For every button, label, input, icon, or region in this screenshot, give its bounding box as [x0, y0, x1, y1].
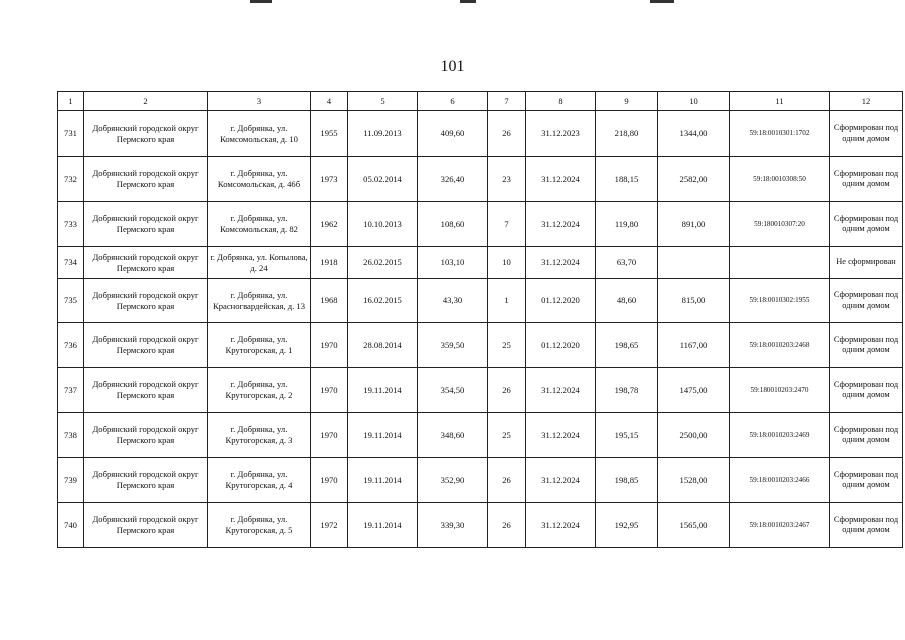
table-body	[58, 111, 903, 548]
cell-col-5: 19.11.2014	[348, 458, 418, 503]
cell-col-1: 733	[58, 202, 84, 247]
cell-col-2: Добрянский городской округ Пермского края	[84, 111, 208, 157]
table-row	[58, 111, 903, 157]
cell-col-8: 01.12.2020	[526, 323, 596, 368]
cell-col-3: г. Добрянка, ул. Крутогорская, д. 2	[208, 368, 311, 413]
scan-mark-right	[650, 0, 674, 3]
cell-col-6: 103,10	[418, 247, 488, 279]
cell-col-7: 25	[488, 413, 526, 458]
cell-col-12: Сформирован под одним домом	[830, 368, 903, 413]
cell-col-2: Добрянский городской округ Пермского края	[84, 503, 208, 548]
cell-col-3: г. Добрянка, ул. Крутогорская, д. 4	[208, 458, 311, 503]
cell-col-5: 28.08.2014	[348, 323, 418, 368]
table-row	[58, 323, 903, 368]
cell-col-4: 1962	[311, 202, 348, 247]
cell-col-4: 1968	[311, 279, 348, 323]
cell-col-10: 1167,00	[658, 323, 730, 368]
cell-col-9: 195,15	[596, 413, 658, 458]
cell-col-2: Добрянский городской округ Пермского края	[84, 157, 208, 202]
cell-col-10	[658, 247, 730, 279]
cell-col-4: 1918	[311, 247, 348, 279]
cell-col-8: 31.12.2024	[526, 458, 596, 503]
cell-col-9: 119,80	[596, 202, 658, 247]
cell-col-6: 108,60	[418, 202, 488, 247]
cell-col-9: 198,85	[596, 458, 658, 503]
cell-col-7: 23	[488, 157, 526, 202]
cell-col-1: 731	[58, 111, 84, 157]
cell-col-7: 26	[488, 368, 526, 413]
cell-col-3: г. Добрянка, ул. Крутогорская, д. 5	[208, 503, 311, 548]
cell-col-3: г. Добрянка, ул. Копылова, д. 24	[208, 247, 311, 279]
column-header-1: 1	[58, 92, 84, 111]
cell-col-2: Добрянский городской округ Пермского края	[84, 247, 208, 279]
column-header-9: 9	[596, 92, 658, 111]
column-header-2: 2	[84, 92, 208, 111]
table-row	[58, 503, 903, 548]
table-row	[58, 157, 903, 202]
column-header-7: 7	[488, 92, 526, 111]
cell-col-10: 1344,00	[658, 111, 730, 157]
cell-col-8: 31.12.2024	[526, 368, 596, 413]
cell-col-1: 734	[58, 247, 84, 279]
cell-col-7: 26	[488, 503, 526, 548]
cell-col-9: 198,78	[596, 368, 658, 413]
cell-col-11: 59:180010203:2470	[730, 368, 830, 413]
table-row	[58, 279, 903, 323]
cell-col-5: 10.10.2013	[348, 202, 418, 247]
cell-col-9: 48,60	[596, 279, 658, 323]
cell-col-3: г. Добрянка, ул. Комсомольская, д. 10	[208, 111, 311, 157]
cell-col-1: 740	[58, 503, 84, 548]
cell-col-6: 359,50	[418, 323, 488, 368]
cell-col-7: 7	[488, 202, 526, 247]
cell-col-7: 26	[488, 111, 526, 157]
cell-col-6: 339,30	[418, 503, 488, 548]
cell-col-4: 1970	[311, 413, 348, 458]
cell-col-11: 59:18:0010203:2466	[730, 458, 830, 503]
cell-col-10: 1565,00	[658, 503, 730, 548]
cell-col-10: 2500,00	[658, 413, 730, 458]
column-header-3: 3	[208, 92, 311, 111]
cell-col-8: 31.12.2024	[526, 202, 596, 247]
cell-col-10: 815,00	[658, 279, 730, 323]
cell-col-8: 31.12.2024	[526, 157, 596, 202]
cell-col-11: 59:18:0010203:2469	[730, 413, 830, 458]
cell-col-7: 25	[488, 323, 526, 368]
cell-col-11: 59:18:0010308:50	[730, 157, 830, 202]
column-header-10: 10	[658, 92, 730, 111]
cell-col-11: 59:18:0010302:1955	[730, 279, 830, 323]
cell-col-4: 1955	[311, 111, 348, 157]
cell-col-8: 31.12.2024	[526, 247, 596, 279]
cell-col-5: 19.11.2014	[348, 368, 418, 413]
cell-col-6: 352,90	[418, 458, 488, 503]
page-number: 101	[440, 58, 465, 75]
scan-mark-center	[460, 0, 476, 3]
cell-col-8: 31.12.2024	[526, 413, 596, 458]
cell-col-12: Сформирован под одним домом	[830, 413, 903, 458]
column-header-5: 5	[348, 92, 418, 111]
column-header-6: 6	[418, 92, 488, 111]
cell-col-9: 198,65	[596, 323, 658, 368]
cell-col-5: 11.09.2013	[348, 111, 418, 157]
cell-col-4: 1972	[311, 503, 348, 548]
cell-col-12: Сформирован под одним домом	[830, 503, 903, 548]
cell-col-12: Сформирован под одним домом	[830, 279, 903, 323]
cell-col-7: 1	[488, 279, 526, 323]
scan-mark-left	[250, 0, 272, 3]
cell-col-3: г. Добрянка, ул. Комсомольская, д. 46б	[208, 157, 311, 202]
column-header-12: 12	[830, 92, 903, 111]
cell-col-6: 43,30	[418, 279, 488, 323]
register-table	[57, 91, 903, 548]
cell-col-2: Добрянский городской округ Пермского края	[84, 202, 208, 247]
cell-col-1: 736	[58, 323, 84, 368]
cell-col-11: 59:180010307:20	[730, 202, 830, 247]
cell-col-6: 348,60	[418, 413, 488, 458]
cell-col-10: 1528,00	[658, 458, 730, 503]
cell-col-2: Добрянский городской округ Пермского края	[84, 458, 208, 503]
column-header-11: 11	[730, 92, 830, 111]
cell-col-4: 1970	[311, 458, 348, 503]
cell-col-8: 31.12.2024	[526, 503, 596, 548]
cell-col-1: 735	[58, 279, 84, 323]
cell-col-12: Сформирован под одним домом	[830, 458, 903, 503]
table-row	[58, 247, 903, 279]
table-row	[58, 458, 903, 503]
cell-col-4: 1970	[311, 368, 348, 413]
cell-col-9: 218,80	[596, 111, 658, 157]
cell-col-9: 192,95	[596, 503, 658, 548]
cell-col-3: г. Добрянка, ул. Крутогорская, д. 3	[208, 413, 311, 458]
cell-col-10: 1475,00	[658, 368, 730, 413]
cell-col-5: 19.11.2014	[348, 413, 418, 458]
cell-col-10: 2582,00	[658, 157, 730, 202]
cell-col-1: 737	[58, 368, 84, 413]
cell-col-5: 05.02.2014	[348, 157, 418, 202]
cell-col-2: Добрянский городской округ Пермского края	[84, 279, 208, 323]
cell-col-6: 354,50	[418, 368, 488, 413]
cell-col-12: Не сформирован	[830, 247, 903, 279]
cell-col-10: 891,00	[658, 202, 730, 247]
cell-col-5: 26.02.2015	[348, 247, 418, 279]
cell-col-8: 31.12.2023	[526, 111, 596, 157]
cell-col-3: г. Добрянка, ул. Комсомольская, д. 82	[208, 202, 311, 247]
cell-col-8: 01.12.2020	[526, 279, 596, 323]
cell-col-1: 732	[58, 157, 84, 202]
cell-col-6: 409,60	[418, 111, 488, 157]
cell-col-3: г. Добрянка, ул. Крутогорская, д. 1	[208, 323, 311, 368]
cell-col-12: Сформирован под одним домом	[830, 323, 903, 368]
cell-col-11: 59:18:0010203:2467	[730, 503, 830, 548]
cell-col-11	[730, 247, 830, 279]
cell-col-11: 59:18:0010203:2468	[730, 323, 830, 368]
cell-col-5: 16.02.2015	[348, 279, 418, 323]
cell-col-7: 10	[488, 247, 526, 279]
cell-col-12: Сформирован под одним домом	[830, 157, 903, 202]
cell-col-2: Добрянский городской округ Пермского края	[84, 368, 208, 413]
table-row	[58, 413, 903, 458]
cell-col-6: 326,40	[418, 157, 488, 202]
table-row	[58, 202, 903, 247]
cell-col-11: 59:18:0010301:1702	[730, 111, 830, 157]
cell-col-5: 19.11.2014	[348, 503, 418, 548]
table-row	[58, 368, 903, 413]
cell-col-2: Добрянский городской округ Пермского края	[84, 413, 208, 458]
cell-col-12: Сформирован под одним домом	[830, 202, 903, 247]
cell-col-4: 1973	[311, 157, 348, 202]
column-header-4: 4	[311, 92, 348, 111]
cell-col-4: 1970	[311, 323, 348, 368]
cell-col-2: Добрянский городской округ Пермского края	[84, 323, 208, 368]
cell-col-9: 63,70	[596, 247, 658, 279]
header-row	[58, 92, 903, 111]
cell-col-3: г. Добрянка, ул. Красногвардейская, д. 13	[208, 279, 311, 323]
column-header-8: 8	[526, 92, 596, 111]
cell-col-1: 738	[58, 413, 84, 458]
cell-col-9: 188,15	[596, 157, 658, 202]
cell-col-1: 739	[58, 458, 84, 503]
cell-col-7: 26	[488, 458, 526, 503]
cell-col-12: Сформирован под одним домом	[830, 111, 903, 157]
